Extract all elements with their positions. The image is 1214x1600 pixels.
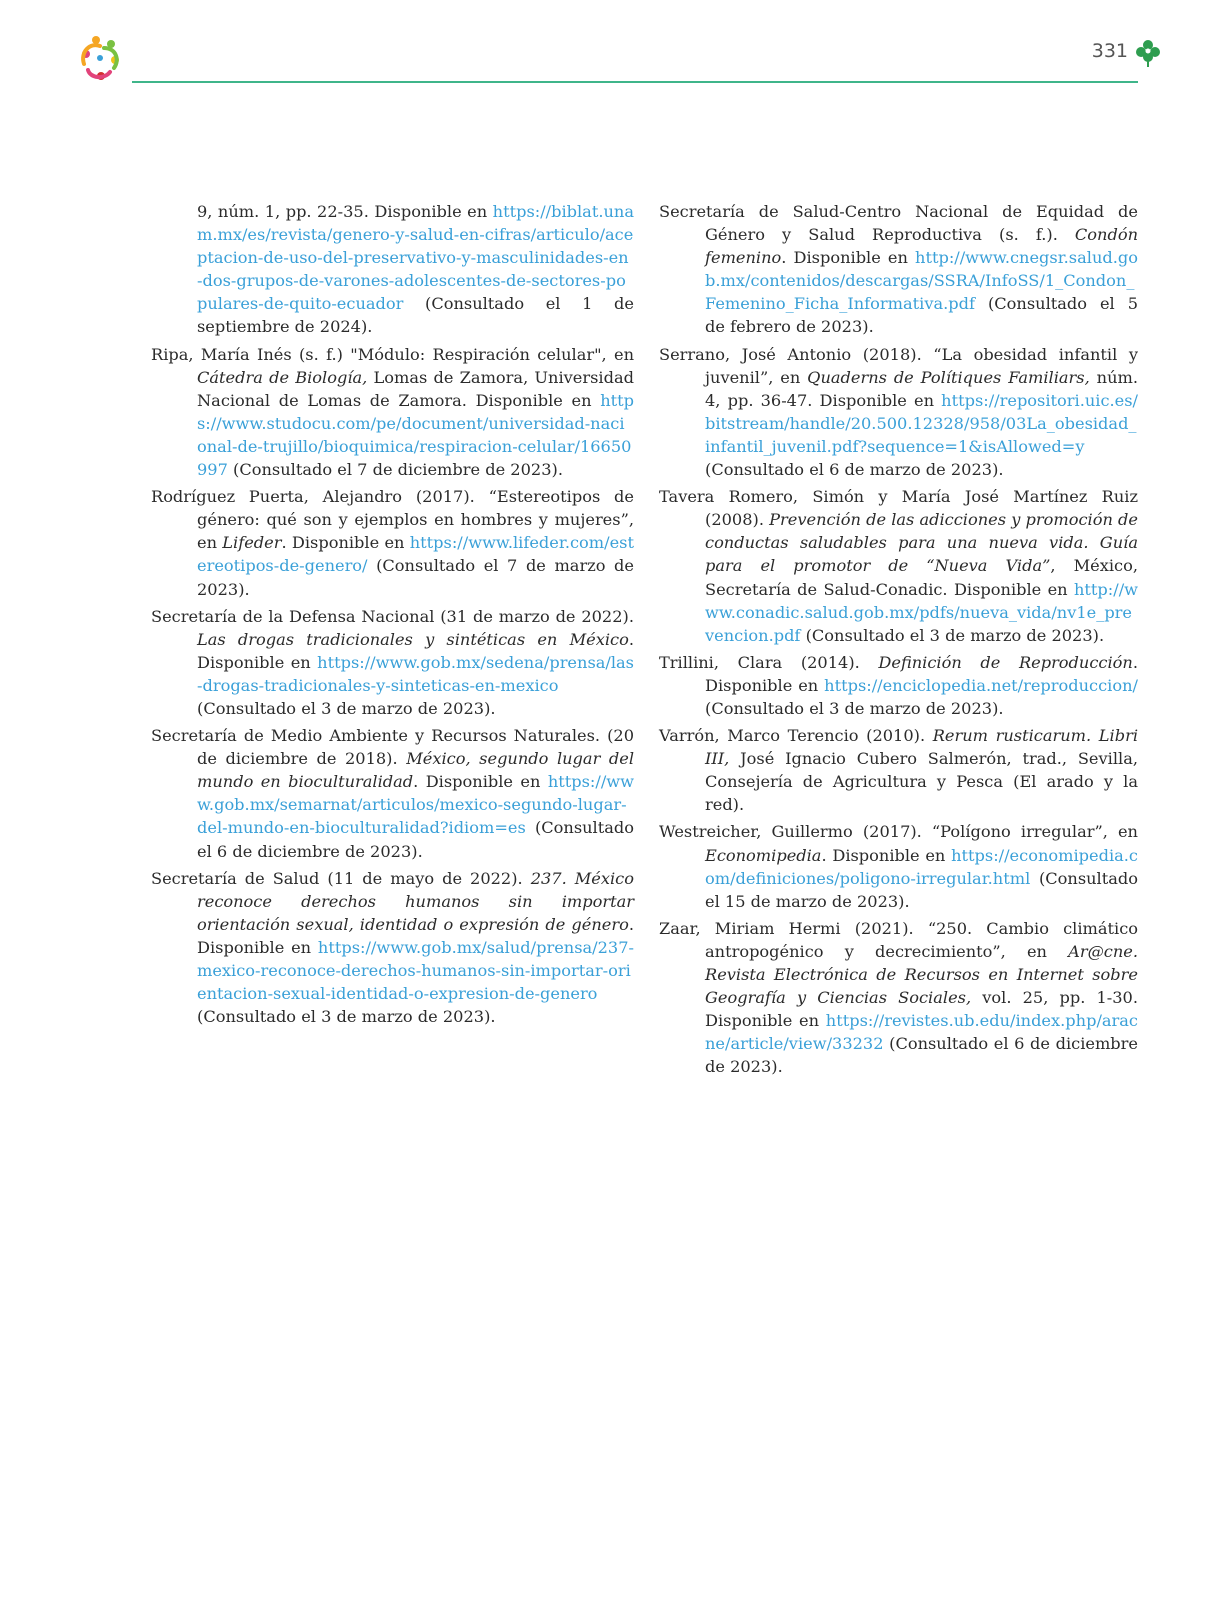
reference-entry: Secretaría de la Defensa Nacional (31 de marzo de 2022). Las drogas tradicionales y sintéticas en México. Disponible en https://www.gob.mx/sedena/prensa/las-drogas-tradicionales-y-sinteticas-en-mexico (Consultado el 3 de marzo de 2023).	[151, 606, 634, 718]
reference-link[interactable]: https://economipedia.com/definiciones/poligono-irregular.html	[705, 845, 1138, 888]
reference-link[interactable]: http://www.conadic.salud.gob.mx/pdfs/nueva_vida/nv1e_prevencion.pdf	[705, 579, 1138, 645]
reference-link[interactable]: https://www.gob.mx/salud/prensa/237-mexico-reconoce-derechos-humanos-sin-importar-orientacion-sexual-identidad-o-expresion-de-genero	[197, 937, 634, 1004]
reference-link[interactable]: https://revistes.ub.edu/index.php/aracne/article/view/33232	[705, 1011, 1138, 1054]
reference-entry: Tavera Romero, Simón y María José Martínez Ruiz (2008). Prevención de las adicciones y promoción de conductas saludables para una nueva vida. Guía para el promotor de “Nueva Vida”, México, Secretaría de Salud-Conadic. Disponible en http://www.conadic.salud.gob.mx/pdfs/nueva_vida/nv1e_prevencion.pdf (Consultado el 3 de marzo de 2023).	[659, 487, 1139, 645]
reference-entry: Secretaría de Salud (11 de mayo de 2022). 237. México reconoce derechos humanos sin importar orientación sexual, identidad o expresión de género. Disponible en https://www.gob.mx/salud/prensa/237-mexico-reconoce-derechos-humanos-sin-importar-orientacion-sexual-identidad-o-expresion-de-genero (Consultado el 3 de marzo de 2023).	[151, 868, 634, 1027]
reference-link[interactable]: https://www.lifeder.com/estereotipos-de-genero/	[197, 533, 634, 576]
reference-entry: 9, núm. 1, pp. 22-35. Disponible en https://biblat.unam.mx/es/revista/genero-y-salud-en-cifras/articulo/aceptacion-de-uso-del-preservativo-y-masculinidades-en-dos-grupos-de-varones-adolescentes-de-sectores-populares-de-quito-ecuador (Consultado el 1 de septiembre de 2024).	[197, 202, 634, 337]
reference-entry: Secretaría de Salud-Centro Nacional de Equidad de Género y Salud Reproductiva (s. f.). Condón femenino. Disponible en http://www.cnegsr.salud.gob.mx/contenidos/descargas/SSRA/InfoSS/1_Condon_Femenino_Ficha_Informativa.pdf (Consultado el 5 de febrero de 2023).	[659, 202, 1138, 337]
reference-entry: Zaar, Miriam Hermi (2021). “250. Cambio climático antropogénico y decrecimiento”, en Ar@cne. Revista Electrónica de Recursos en Internet sobre Geografía y Ciencias Sociales, vol. 25, pp. 1-30. Disponible en https://revistes.ub.edu/index.php/aracne/article/view/33232 (Consultado el 6 de diciembre de 2023).	[659, 918, 1139, 1077]
references-left-column	[151, 200, 634, 1032]
reference-entry: Rodríguez Puerta, Alejandro (2017). “Estereotipos de género: qué son y ejemplos en hombres y mujeres”, en Lifeder. Disponible en https://www.lifeder.com/estereotipos-de-genero/ (Consultado el 7 de marzo de 2023).	[151, 487, 634, 599]
reference-link[interactable]: https://www.gob.mx/semarnat/articulos/mexico-segundo-lugar-del-mundo-en-bioculturalidad?idiom=es	[197, 772, 634, 838]
reference-entry: Varrón, Marco Terencio (2010). Rerum rusticarum. Libri III, José Ignacio Cubero Salmerón, trad., Sevilla, Consejería de Agricultura y Pesca (El arado y la red).	[659, 726, 1138, 815]
reference-link[interactable]: https://repositori.uic.es/bitstream/handle/20.500.12328/958/03La_obesidad_infantil_juvenil.pdf?sequence=1&isAllowed=y	[705, 390, 1138, 456]
reference-link[interactable]: https://enciclopedia.net/reproduccion/	[824, 675, 1138, 695]
reference-link[interactable]: https://www.studocu.com/pe/document/universidad-nacional-de-trujillo/bioquimica/respiracion-celular/16650997	[197, 390, 634, 480]
reference-entry: Serrano, José Antonio (2018). “La obesidad infantil y juvenil”, en Quaderns de Polítiques Familiars, núm. 4, pp. 36-47. Disponible en https://repositori.uic.es/bitstream/handle/20.500.12328/958/03La_obesidad_infantil_juvenil.pdf?sequence=1&isAllowed=y (Consultado el 6 de marzo de 2023).	[659, 344, 1139, 480]
green-flower-icon	[1135, 38, 1161, 68]
header-rule	[132, 81, 1138, 83]
reference-entry: Trillini, Clara (2014). Definición de Reproducción. Disponible en https://enciclopedia.net/reproduccion/ (Consultado el 3 de marzo de 2023).	[659, 652, 1138, 718]
reference-entry: Ripa, María Inés (s. f.) "Módulo: Respiración celular", en Cátedra de Biología, Lomas de Zamora, Universidad Nacional de Lomas de Zamora. Disponible en https://www.studocu.com/pe/document/universidad-nacional-de-trujillo/bioquimica/respiracion-celular/16650997 (Consultado el 7 de diciembre de 2023).	[151, 344, 634, 480]
page-number: 331	[1091, 40, 1128, 62]
reference-link[interactable]: https://www.gob.mx/sedena/prensa/las-drogas-tradicionales-y-sinteticas-en-mexico	[197, 652, 634, 695]
references-right-column	[659, 200, 1138, 1082]
people-circle-logo	[74, 32, 126, 84]
reference-entry: Westreicher, Guillermo (2017). “Polígono irregular”, en Economipedia. Disponible en https://economipedia.com/definiciones/poligono-irregular.html (Consultado el 15 de marzo de 2023).	[659, 822, 1138, 911]
reference-link[interactable]: https://biblat.unam.mx/es/revista/genero-y-salud-en-cifras/articulo/aceptacion-de-uso-del-preservativo-y-masculinidades-en-dos-grupos-de-varones-adolescentes-de-sectores-populares-de-quito-ecuador	[197, 202, 634, 314]
reference-entry: Secretaría de Medio Ambiente y Recursos Naturales. (20 de diciembre de 2018). México, segundo lugar del mundo en bioculturalidad. Disponible en https://www.gob.mx/semarnat/articulos/mexico-segundo-lugar-del-mundo-en-bioculturalidad?idiom=es (Consultado el 6 de diciembre de 2023).	[151, 726, 634, 861]
reference-link[interactable]: http://www.cnegsr.salud.gob.mx/contenidos/descargas/SSRA/InfoSS/1_Condon_Femenino_Ficha_Informativa.pdf	[705, 248, 1138, 314]
